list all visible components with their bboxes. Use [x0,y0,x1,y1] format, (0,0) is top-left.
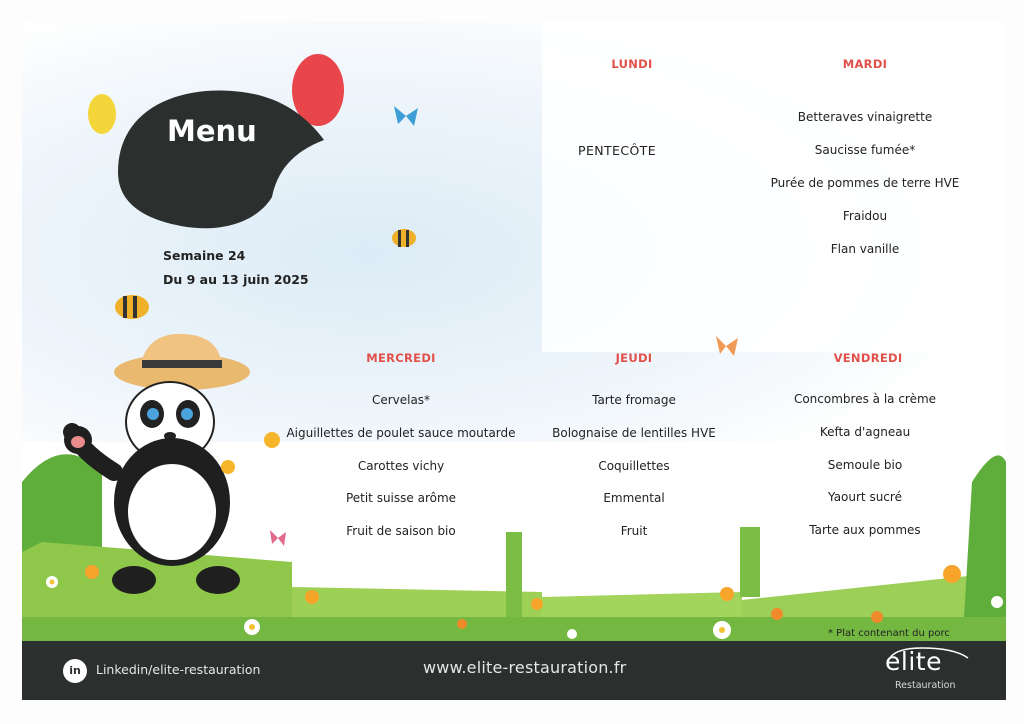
linkedin-icon[interactable] [63,659,87,683]
day-heading-jeudi: JEUDI [615,351,653,365]
page-title: Menu [167,114,257,148]
dish-mercredi-5: Fruit de saison bio [346,524,456,538]
day-heading-mardi: MARDI [842,57,888,71]
day-heading-lundi: LUNDI [611,57,653,71]
dish-jeudi-5: Fruit [620,524,648,538]
dish-mercredi-3: Carottes vichy [357,459,445,473]
dish-jeudi-2: Bolognaise de lentilles HVE [552,426,716,440]
dish-jeudi-3: Coquillettes [598,459,670,473]
dish-vendredi-3: Semoule bio [827,458,903,472]
date-range: Du 9 au 13 juin 2025 [163,272,309,287]
dish-mercredi-4: Petit suisse arôme [345,491,457,505]
week-number: Semaine 24 [163,248,246,263]
dish-vendredi-4: Yaourt sucré [828,490,902,504]
dish-mercredi-1: Cervelas* [371,393,431,407]
day-heading-mercredi: MERCREDI [366,351,436,365]
dish-mardi-4: Fraidou [842,209,888,223]
dish-jeudi-4: Emmental [603,491,665,505]
dish-mardi-5: Flan vanille [830,242,900,256]
dish-vendredi-1: Concombres à la crème [793,392,937,406]
dish-jeudi-1: Tarte fromage [592,393,676,407]
dish-mardi-3: Purée de pommes de terre HVE [770,176,960,190]
brand-name: elite [885,647,942,676]
panda-mascot [64,334,280,594]
dish-mercredi-2: Aiguillettes de poulet sauce moutarde [286,426,516,440]
footer-bar [22,641,1006,700]
menu-sheet [22,22,1006,700]
dish-vendredi-2: Kefta d'agneau [819,425,911,439]
pork-footnote: * Plat contenant du porc [828,628,950,639]
linkedin-link[interactable]: Linkedin/elite-restauration [96,662,261,677]
brand-subtitle: Restauration [895,680,956,691]
linkedin-badge-text: in [69,664,81,677]
butterfly-icon [270,106,738,546]
title-bubble [110,86,330,236]
dish-vendredi-5: Tarte aux pommes [809,523,921,537]
holiday-lundi: PENTECÔTE [578,143,657,158]
dish-mardi-2: Saucisse fumée* [814,143,916,157]
elite-logo [882,644,972,696]
website-link[interactable]: www.elite-restauration.fr [423,658,627,677]
dish-mardi-1: Betteraves vinaigrette [797,110,933,124]
day-heading-vendredi: VENDREDI [833,351,903,365]
